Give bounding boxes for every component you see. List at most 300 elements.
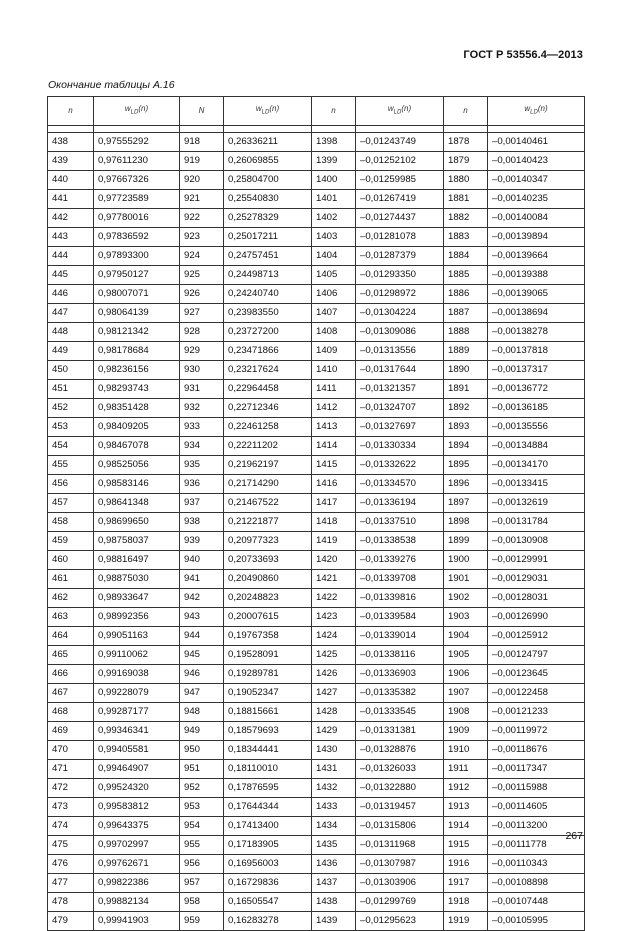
table-cell: 0,99822386 — [94, 873, 180, 892]
table-cell: –0,00107448 — [488, 892, 585, 911]
table-cell: 1894 — [444, 436, 488, 455]
table-cell: 476 — [48, 854, 94, 873]
table-cell: 922 — [180, 208, 224, 227]
table-cell: 1892 — [444, 398, 488, 417]
table-cell: 920 — [180, 170, 224, 189]
table-cell: 0,98467078 — [94, 436, 180, 455]
table-cell: 919 — [180, 151, 224, 170]
table-cell: 956 — [180, 854, 224, 873]
column-header-argument: (n) — [537, 104, 548, 113]
table-cell: 1898 — [444, 512, 488, 531]
table-cell: 1410 — [312, 360, 356, 379]
table-cell: 479 — [48, 911, 94, 930]
table-cell: –0,00105995 — [488, 911, 585, 930]
table-cell: –0,01313556 — [356, 341, 444, 360]
table-cell: 945 — [180, 645, 224, 664]
table-cell: 1913 — [444, 797, 488, 816]
column-header-symbol: N — [198, 105, 205, 115]
table-cell: –0,01336194 — [356, 493, 444, 512]
table-cell: 925 — [180, 265, 224, 284]
table-cell: 0,98178684 — [94, 341, 180, 360]
table-cell: 1422 — [312, 588, 356, 607]
table-row — [48, 721, 585, 740]
table-cell: 938 — [180, 512, 224, 531]
table-cell: 931 — [180, 379, 224, 398]
table-cell: 0,18344441 — [224, 740, 312, 759]
table-cell: –0,00137818 — [488, 341, 585, 360]
table-row — [48, 607, 585, 626]
table-cell: 0,98007071 — [94, 284, 180, 303]
table-cell: 1411 — [312, 379, 356, 398]
standard-designation: ГОСТ Р 53556.4—2013 — [463, 49, 583, 61]
table-cell: 1415 — [312, 455, 356, 474]
table-cell: 946 — [180, 664, 224, 683]
table-cell: 1895 — [444, 455, 488, 474]
table-cell: 0,98121342 — [94, 322, 180, 341]
table-cell: 921 — [180, 189, 224, 208]
table-cell: –0,00132619 — [488, 493, 585, 512]
table-cell: 1421 — [312, 569, 356, 588]
table-cell: 1427 — [312, 683, 356, 702]
table-cell: –0,00140235 — [488, 189, 585, 208]
table-row — [48, 341, 585, 360]
table-cell: 0,21221877 — [224, 512, 312, 531]
table-cell: –0,00139894 — [488, 227, 585, 246]
table-row — [48, 189, 585, 208]
table-cell: –0,01339584 — [356, 607, 444, 626]
table-cell: 0,25540830 — [224, 189, 312, 208]
column-header-subscript: LD — [261, 109, 270, 116]
table-cell: 1880 — [444, 170, 488, 189]
table-cell: 1879 — [444, 151, 488, 170]
table-cell: –0,00133415 — [488, 474, 585, 493]
table-cell: 0,22461258 — [224, 417, 312, 436]
table-cell: 454 — [48, 436, 94, 455]
column-header — [224, 97, 312, 126]
page-number: 267 — [565, 830, 583, 842]
table-cell: 1893 — [444, 417, 488, 436]
table-row — [48, 645, 585, 664]
table-cell: 933 — [180, 417, 224, 436]
table-cell: 0,99583812 — [94, 797, 180, 816]
table-row — [48, 664, 585, 683]
table-cell: 0,97893300 — [94, 246, 180, 265]
table-row — [48, 816, 585, 835]
table-cell: 953 — [180, 797, 224, 816]
table-cell: 1903 — [444, 607, 488, 626]
table-cell: 1426 — [312, 664, 356, 683]
table-cell: –0,01303906 — [356, 873, 444, 892]
table-cell: 0,20007615 — [224, 607, 312, 626]
table-cell: –0,01338538 — [356, 531, 444, 550]
table-cell: –0,00122458 — [488, 683, 585, 702]
table-cell: 470 — [48, 740, 94, 759]
table-row — [48, 911, 585, 930]
column-header-symbol: w — [255, 104, 262, 113]
table-cell: 1414 — [312, 436, 356, 455]
table-cell: 440 — [48, 170, 94, 189]
table-cell: 0,98409205 — [94, 417, 180, 436]
table-cell: 942 — [180, 588, 224, 607]
table-cell: 918 — [180, 132, 224, 151]
table-cell: 1878 — [444, 132, 488, 151]
table-cell: 469 — [48, 721, 94, 740]
table-cell: 0,99051163 — [94, 626, 180, 645]
table-cell: –0,00124797 — [488, 645, 585, 664]
table-cell: 0,97836592 — [94, 227, 180, 246]
table-cell: 1401 — [312, 189, 356, 208]
table-cell: 0,17413400 — [224, 816, 312, 835]
table-cell: 959 — [180, 911, 224, 930]
table-cell: 1436 — [312, 854, 356, 873]
table-row — [48, 132, 585, 151]
table-cell: 1420 — [312, 550, 356, 569]
table-cell: 1434 — [312, 816, 356, 835]
table-cell: –0,00111778 — [488, 835, 585, 854]
table-cell: 0,16283278 — [224, 911, 312, 930]
table-cell: 947 — [180, 683, 224, 702]
table-cell: 0,97611230 — [94, 151, 180, 170]
table-cell: –0,00139664 — [488, 246, 585, 265]
table-cell: 441 — [48, 189, 94, 208]
table-cell: 461 — [48, 569, 94, 588]
table-cell: 472 — [48, 778, 94, 797]
table-cell: 1905 — [444, 645, 488, 664]
table-cell: –0,01339708 — [356, 569, 444, 588]
table-cell: 934 — [180, 436, 224, 455]
table-cell: –0,01287379 — [356, 246, 444, 265]
table-cell: 952 — [180, 778, 224, 797]
table-cell: –0,00140423 — [488, 151, 585, 170]
table-cell: –0,00139388 — [488, 265, 585, 284]
table-cell: 949 — [180, 721, 224, 740]
table-cell: –0,01259985 — [356, 170, 444, 189]
table-cell: 939 — [180, 531, 224, 550]
table-cell: 463 — [48, 607, 94, 626]
table-cell: 450 — [48, 360, 94, 379]
table-cell: –0,00139065 — [488, 284, 585, 303]
table-cell: 477 — [48, 873, 94, 892]
table-cell: 0,99524320 — [94, 778, 180, 797]
table-row — [48, 398, 585, 417]
table-cell: 0,18110010 — [224, 759, 312, 778]
table-cell: 455 — [48, 455, 94, 474]
table-cell: 1888 — [444, 322, 488, 341]
table-cell: 460 — [48, 550, 94, 569]
table-cell: 0,16729836 — [224, 873, 312, 892]
table-cell: –0,00138694 — [488, 303, 585, 322]
table-cell: 0,97667326 — [94, 170, 180, 189]
table-cell: 1918 — [444, 892, 488, 911]
table-cell: –0,01319457 — [356, 797, 444, 816]
table-cell: 0,98699650 — [94, 512, 180, 531]
table-cell: –0,00129991 — [488, 550, 585, 569]
table-cell: –0,00128031 — [488, 588, 585, 607]
table-cell: 0,98992356 — [94, 607, 180, 626]
table-cell: 0,22211202 — [224, 436, 312, 455]
table-cell: –0,01338116 — [356, 645, 444, 664]
table-cell: 0,17876595 — [224, 778, 312, 797]
table-cell: 936 — [180, 474, 224, 493]
column-header-symbol: n — [68, 105, 73, 115]
table-row — [48, 151, 585, 170]
table-cell: 458 — [48, 512, 94, 531]
table-cell: 465 — [48, 645, 94, 664]
table-body — [48, 125, 585, 930]
table-row — [48, 740, 585, 759]
table-row — [48, 759, 585, 778]
table-cell: 1399 — [312, 151, 356, 170]
table-cell: –0,01328876 — [356, 740, 444, 759]
table-cell: –0,01311968 — [356, 835, 444, 854]
table-cell: 1896 — [444, 474, 488, 493]
table-row — [48, 417, 585, 436]
table-cell: 0,98064139 — [94, 303, 180, 322]
table-cell: 478 — [48, 892, 94, 911]
table-cell: –0,00140461 — [488, 132, 585, 151]
table-cell: 0,99643375 — [94, 816, 180, 835]
table-cell: 0,97780016 — [94, 208, 180, 227]
table-cell: 1413 — [312, 417, 356, 436]
table-cell: 1899 — [444, 531, 488, 550]
table-row — [48, 626, 585, 645]
table-cell: 958 — [180, 892, 224, 911]
table-cell: 0,20490860 — [224, 569, 312, 588]
table-cell: –0,01327697 — [356, 417, 444, 436]
table-cell: 1917 — [444, 873, 488, 892]
table-cell: –0,01317644 — [356, 360, 444, 379]
table-cell: 1406 — [312, 284, 356, 303]
table-row — [48, 873, 585, 892]
table-cell: 0,20977323 — [224, 531, 312, 550]
table-cell: 0,24240740 — [224, 284, 312, 303]
table-cell: 471 — [48, 759, 94, 778]
table-cell: –0,01309086 — [356, 322, 444, 341]
table-cell: 948 — [180, 702, 224, 721]
table-cell: 443 — [48, 227, 94, 246]
table-cell: 0,98875030 — [94, 569, 180, 588]
table-cell: –0,00123645 — [488, 664, 585, 683]
table-cell: 928 — [180, 322, 224, 341]
table-cell: 0,20248823 — [224, 588, 312, 607]
table-cell: –0,01339014 — [356, 626, 444, 645]
table-cell: 1430 — [312, 740, 356, 759]
table-cell: 1437 — [312, 873, 356, 892]
table-cell: 0,97950127 — [94, 265, 180, 284]
table-cell: 451 — [48, 379, 94, 398]
table-cell: 464 — [48, 626, 94, 645]
table-cell: 0,99346341 — [94, 721, 180, 740]
table-cell: 1914 — [444, 816, 488, 835]
table-cell: 0,26069855 — [224, 151, 312, 170]
table-cell: 1423 — [312, 607, 356, 626]
table-cell: 0,99287177 — [94, 702, 180, 721]
column-header-symbol: w — [387, 104, 394, 113]
column-header-symbol: w — [524, 104, 531, 113]
table-cell: 0,23983550 — [224, 303, 312, 322]
table-row — [48, 854, 585, 873]
table-cell: –0,00113200 — [488, 816, 585, 835]
table-cell: –0,01321357 — [356, 379, 444, 398]
table-cell: 1919 — [444, 911, 488, 930]
table-cell: 445 — [48, 265, 94, 284]
table-cell: 1909 — [444, 721, 488, 740]
table-cell: –0,01274437 — [356, 208, 444, 227]
table-cell: 0,24498713 — [224, 265, 312, 284]
table-cell: 1404 — [312, 246, 356, 265]
table-cell: 1897 — [444, 493, 488, 512]
table-row — [48, 227, 585, 246]
table-cell: 442 — [48, 208, 94, 227]
table-cell: 456 — [48, 474, 94, 493]
table-cell: –0,00130908 — [488, 531, 585, 550]
table-cell: 1911 — [444, 759, 488, 778]
table-cell: –0,00108898 — [488, 873, 585, 892]
table-cell: 1435 — [312, 835, 356, 854]
table-cell: 1904 — [444, 626, 488, 645]
table-cell: 1891 — [444, 379, 488, 398]
table-cell: –0,00126990 — [488, 607, 585, 626]
table-cell: 1431 — [312, 759, 356, 778]
table-cell: –0,00135556 — [488, 417, 585, 436]
table-cell: 1889 — [444, 341, 488, 360]
table-cell: 929 — [180, 341, 224, 360]
column-header — [488, 97, 585, 126]
table-cell: –0,00121233 — [488, 702, 585, 721]
table-cell: 467 — [48, 683, 94, 702]
table-cell: 0,97555292 — [94, 132, 180, 151]
table-cell: 1428 — [312, 702, 356, 721]
table-cell: 457 — [48, 493, 94, 512]
table-cell: 0,19767358 — [224, 626, 312, 645]
table-cell: –0,01336903 — [356, 664, 444, 683]
table-cell: 1405 — [312, 265, 356, 284]
table-row — [48, 436, 585, 455]
table-cell: 0,98816497 — [94, 550, 180, 569]
table-cell: 438 — [48, 132, 94, 151]
table-cell: –0,00136185 — [488, 398, 585, 417]
table-row — [48, 892, 585, 911]
table-cell: 1416 — [312, 474, 356, 493]
table-cell: –0,00138278 — [488, 322, 585, 341]
table-cell: 0,98933647 — [94, 588, 180, 607]
table-cell: 923 — [180, 227, 224, 246]
column-header — [356, 97, 444, 126]
table-cell: 0,99228079 — [94, 683, 180, 702]
table-row — [48, 284, 585, 303]
table-cell: 1906 — [444, 664, 488, 683]
table-cell: 954 — [180, 816, 224, 835]
table-cell: 1890 — [444, 360, 488, 379]
table-row — [48, 303, 585, 322]
table-cell: 0,25278329 — [224, 208, 312, 227]
table-cell: –0,01293350 — [356, 265, 444, 284]
table-cell: 0,26336211 — [224, 132, 312, 151]
table-cell: 452 — [48, 398, 94, 417]
column-header — [312, 97, 356, 126]
table-cell: 1900 — [444, 550, 488, 569]
table-row — [48, 208, 585, 227]
column-header-subscript: LD — [130, 109, 139, 116]
table-cell: –0,01332622 — [356, 455, 444, 474]
table-cell: –0,01335382 — [356, 683, 444, 702]
table-cell: 1432 — [312, 778, 356, 797]
table-cell: 0,98351428 — [94, 398, 180, 417]
table-cell: 0,18815661 — [224, 702, 312, 721]
table-cell: –0,01339276 — [356, 550, 444, 569]
column-header-symbol: n — [331, 105, 336, 115]
table-cell: 0,99464907 — [94, 759, 180, 778]
data-table — [47, 96, 585, 931]
table-cell: 1910 — [444, 740, 488, 759]
table-cell: 926 — [180, 284, 224, 303]
table-cell: 0,21714290 — [224, 474, 312, 493]
table-cell: –0,00136772 — [488, 379, 585, 398]
table-cell: 937 — [180, 493, 224, 512]
table-cell: 453 — [48, 417, 94, 436]
table-cell: 1438 — [312, 892, 356, 911]
table-cell: 932 — [180, 398, 224, 417]
table-cell: –0,01243749 — [356, 132, 444, 151]
column-header-symbol: w — [124, 104, 131, 113]
table-cell: 474 — [48, 816, 94, 835]
table-row — [48, 493, 585, 512]
table-cell: 1902 — [444, 588, 488, 607]
table-cell: 0,19528091 — [224, 645, 312, 664]
column-header-argument: (n) — [269, 104, 280, 113]
table-cell: 0,23217624 — [224, 360, 312, 379]
table-cell: 0,98583146 — [94, 474, 180, 493]
table-cell: 1916 — [444, 854, 488, 873]
column-header-subscript: LD — [530, 109, 538, 116]
table-cell: 944 — [180, 626, 224, 645]
table-cell: 449 — [48, 341, 94, 360]
table-cell: –0,00129031 — [488, 569, 585, 588]
table-cell: 1407 — [312, 303, 356, 322]
column-header — [444, 97, 488, 126]
table-row — [48, 360, 585, 379]
table-cell: –0,00131784 — [488, 512, 585, 531]
table-row — [48, 778, 585, 797]
table-cell: 0,25017211 — [224, 227, 312, 246]
table-cell: 1887 — [444, 303, 488, 322]
table-cell: 950 — [180, 740, 224, 759]
table-cell: 0,17644344 — [224, 797, 312, 816]
table-cell: 1883 — [444, 227, 488, 246]
table-row — [48, 569, 585, 588]
table-cell: 0,99405581 — [94, 740, 180, 759]
table-cell: 473 — [48, 797, 94, 816]
table-cell: 1398 — [312, 132, 356, 151]
table-cell: –0,01267419 — [356, 189, 444, 208]
table-cell: 1433 — [312, 797, 356, 816]
table-cell: 0,23727200 — [224, 322, 312, 341]
table-cell: –0,01337510 — [356, 512, 444, 531]
table-cell: –0,00140347 — [488, 170, 585, 189]
table-cell: 1424 — [312, 626, 356, 645]
table-cell: –0,01304224 — [356, 303, 444, 322]
table-cell: 475 — [48, 835, 94, 854]
table-cell: 0,17183905 — [224, 835, 312, 854]
table-cell: 462 — [48, 588, 94, 607]
table-cell: –0,00125912 — [488, 626, 585, 645]
table-cell: 444 — [48, 246, 94, 265]
table-cell: 0,99941903 — [94, 911, 180, 930]
column-header-symbol: n — [463, 105, 468, 115]
table-cell: –0,01330334 — [356, 436, 444, 455]
table-cell: –0,01331381 — [356, 721, 444, 740]
table-cell: 439 — [48, 151, 94, 170]
